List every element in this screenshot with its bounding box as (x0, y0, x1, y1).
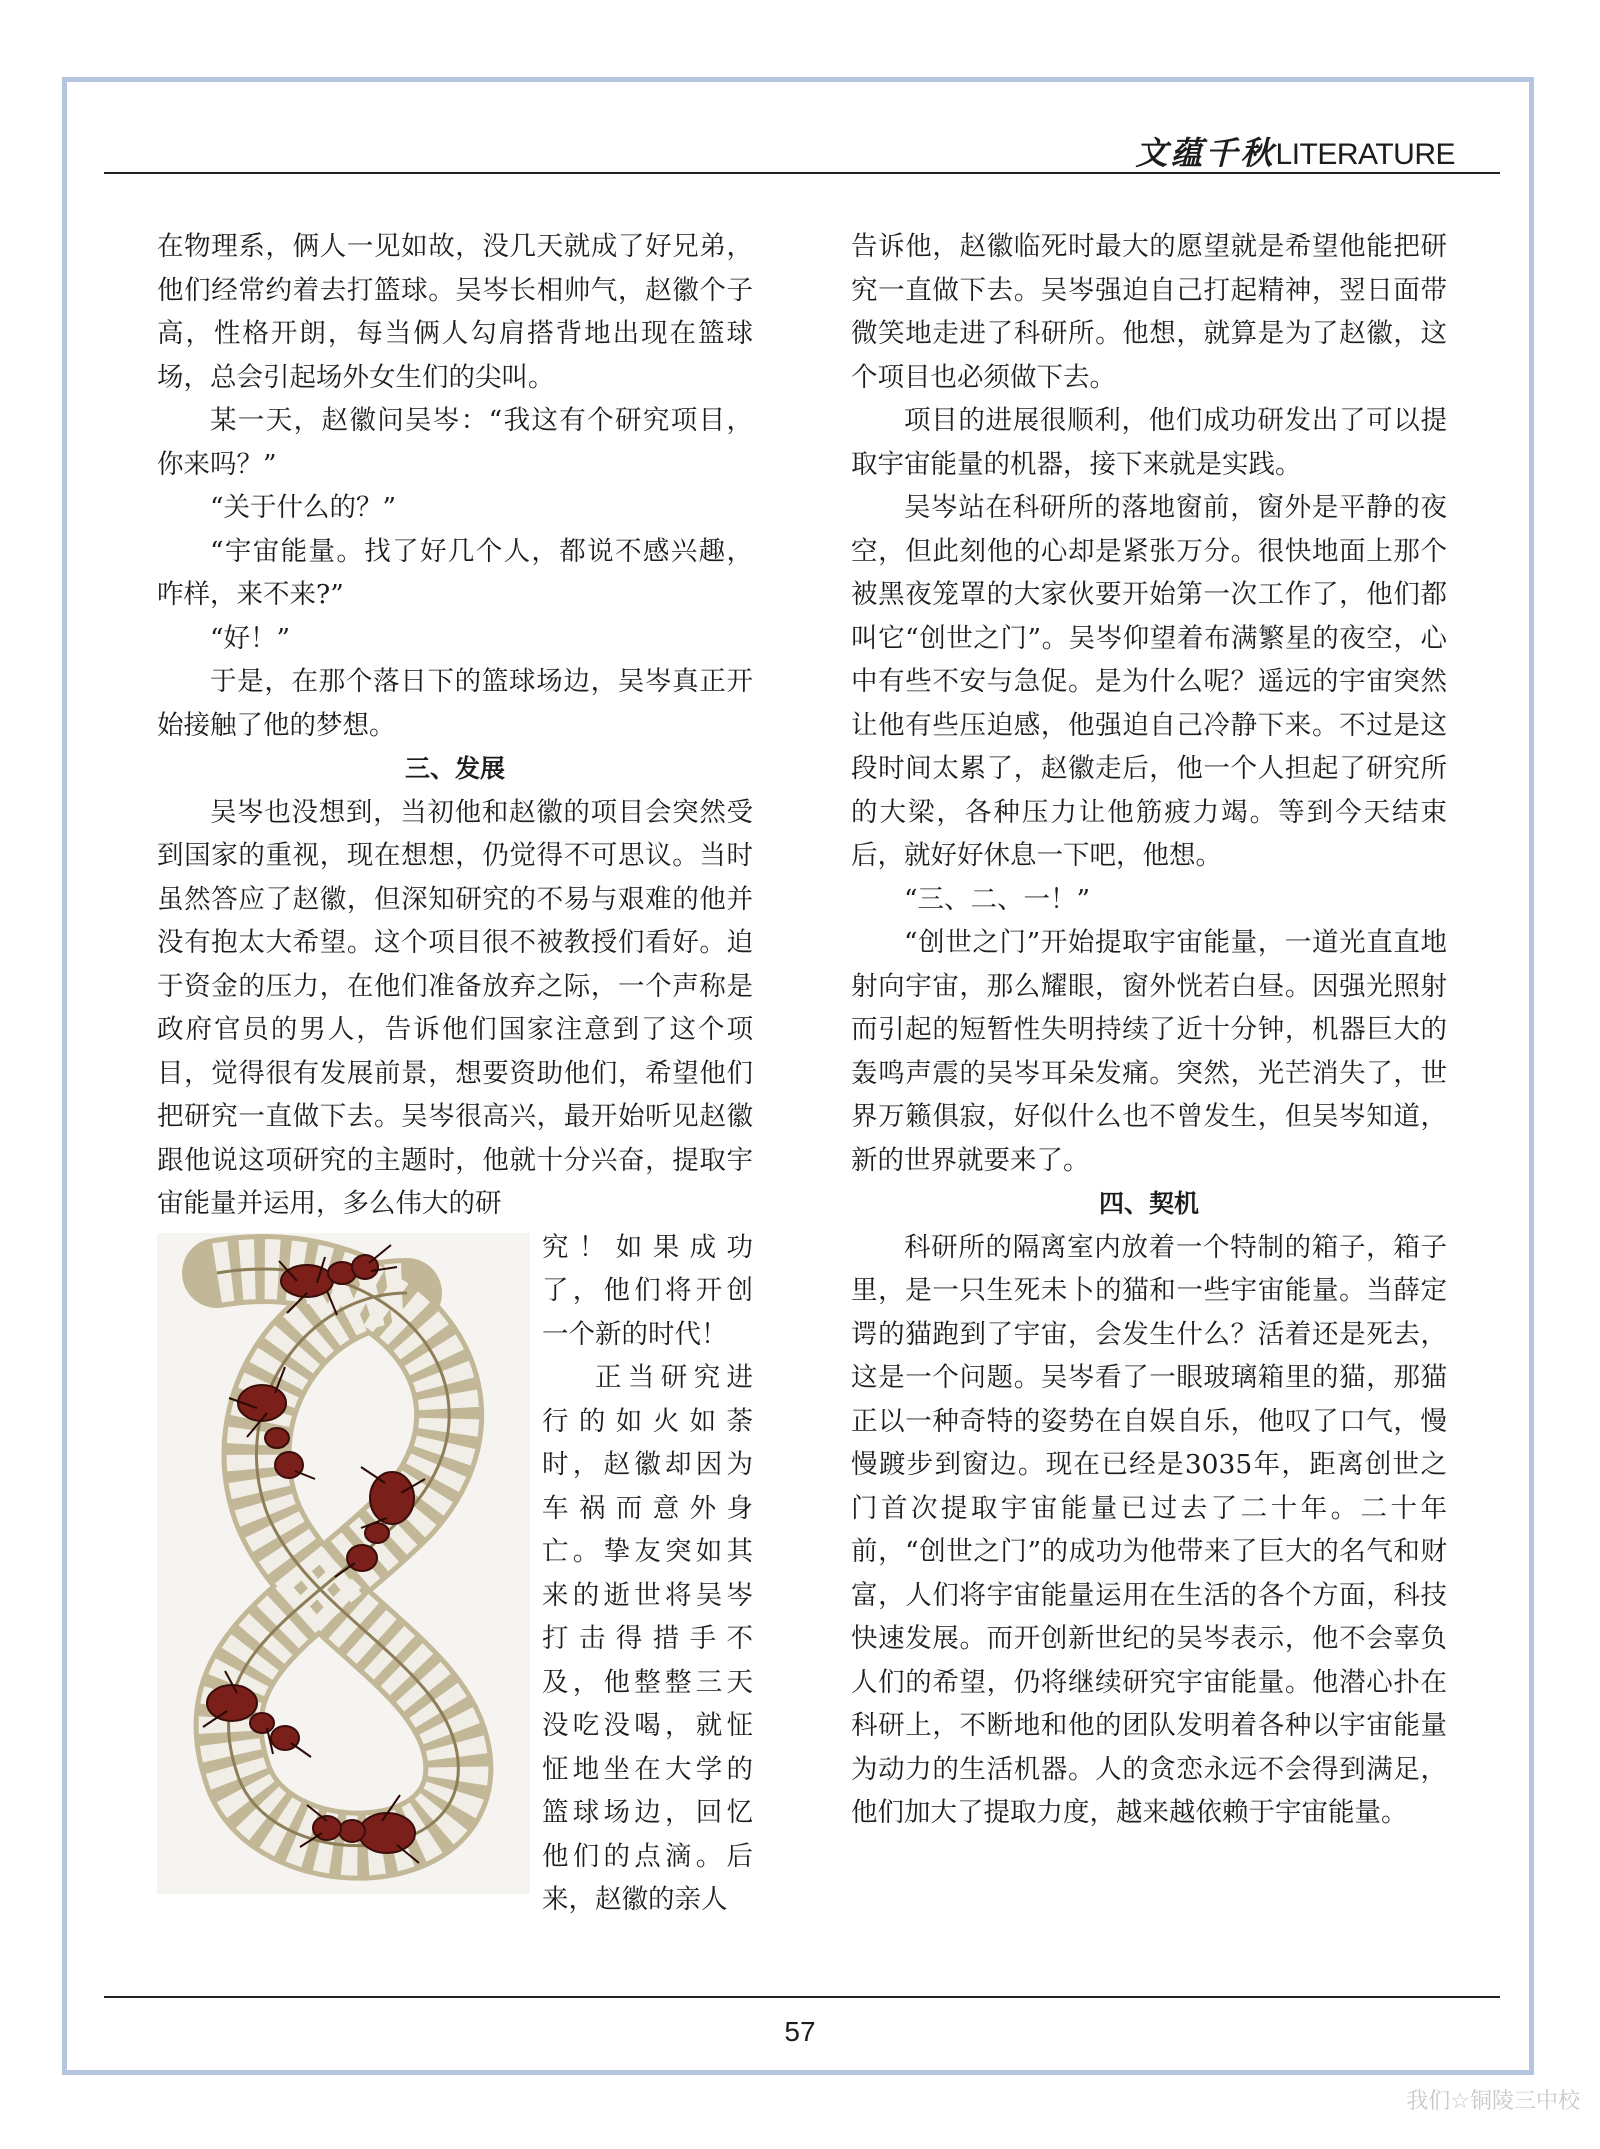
paragraph: 项目的进展很顺利，他们成功研发出了可以提取宇宙能量的机器，接下来就是实践。 (851, 405, 1447, 480)
page-number: 57 (784, 2016, 816, 2047)
paragraph: 吴岑站在科研所的落地窗前，窗外是平静的夜空，但此刻他的心却是紧张万分。很快地面上那个被黑夜笼罩的大家伙要开始第一次工作了，他们都叫它“创世之门”。吴岑仰望着布满繁星的夜空，心中有些不安与急促。是为什么呢？遥远的宇宙突然让他有些压迫感，他强迫自己冷静下来。不过是这段时间太累了，赵徽走后，他一个人担起了研究所的大梁，各种压力让他筋疲力竭。等到今天结束后，就好好休息一下吧，他想。 (851, 492, 1447, 871)
paragraph: “关于什么的？” (210, 492, 397, 523)
section-header (1125, 128, 1455, 178)
paragraph: “好！” (210, 622, 291, 654)
paragraph: 在物理系，俩人一见如故，没几天就成了好兄弟，他们经常约着去打篮球。吴岑长相帅气，赵徽个子高，性格开朗，每当俩人勾肩搭背地出现在篮球场，总会引起场外女生们的尖叫。 (157, 231, 753, 393)
paragraph: “三、二、一！” (904, 883, 1091, 915)
paragraph: 于是，在那个落日下的篮球场边，吴岑真正开始接触了他的梦想。 (157, 666, 753, 741)
header-title-cn: 文蕴千秋 (1135, 134, 1276, 172)
ant-mobius-illustration (157, 1233, 530, 1894)
paragraph: “创世之门”开始提取宇宙能量，一道光直直地射向宇宙，那么耀眼，窗外恍若白昼。因强光照射而引起的短暂性失明持续了近十分钟，机器巨大的轰鸣声震的吴岑耳朵发痛。突然，光芒消失了，世界万籁俱寂，好似什么也不曾发生，但吴岑知道，新的世界就要来了。 (851, 927, 1447, 1176)
section-title: 四、契机 (1098, 1189, 1199, 1218)
right-column (851, 225, 1447, 1835)
footer-rule (104, 1996, 1500, 1998)
paragraph: 科研所的隔离室内放着一个特制的箱子，箱子里，是一只生死未卜的猫和一些宇宙能量。当薛定谔的猫跑到了宇宙，会发生什么？活着还是死去，这是一个问题。吴岑看了一眼玻璃箱里的猫，那猫正以一种奇特的姿势在自娱自乐，他叹了口气，慢慢踱步到窗边。现在已经是3035年，距离创世之门首次提取宇宙能量已过去了二十年。二十年前，“创世之门”的成功为他带来了巨大的名气和财富，人们将宇宙能量运用在生活的各个方面，科技快速发展。而开创新世纪的吴岑表示，他不会辜负人们的希望，仍将继续研究宇宙能量。他潜心扑在科研上，不断地和他的团队发明着各种以宇宙能量为动力的生活机器。人的贪恋永远不会得到满足，他们加大了提取力度，越来越依赖于宇宙能量。 (851, 1231, 1447, 1828)
paragraph: 告诉他，赵徽临死时最大的愿望就是希望他能把研究一直做下去。吴岑强迫自己打起精神，翌日面带微笑地走进了科研所。他想，就算是为了赵徽，这个项目也必须做下去。 (851, 231, 1447, 393)
left-column (157, 225, 753, 1922)
paragraph: 正当研究进行的如火如荼时，赵徽却因为车祸而意外身亡。挚友突如其来的逝世将吴岑打击得措手不及，他整整三天没吃没喝，就怔怔地坐在大学的篮球场边，回忆他们的点滴。后来，赵徽的亲人 (542, 1362, 753, 1915)
paragraph: 究！如果成功了，他们将开创一个新的时代！ (542, 1231, 753, 1350)
section-title: 三、发展 (404, 754, 505, 783)
header-rule (104, 172, 1500, 174)
paragraph: 某一天，赵徽问吴岑：“我这有个研究项目，你来吗？” (157, 405, 753, 480)
header-title-en: LITERATURE (1275, 138, 1455, 171)
paragraph: “宇宙能量。找了好几个人，都说不感兴趣，咋样，来不来?” (157, 535, 753, 610)
watermark: 我们☆铜陵三中校 (1406, 2089, 1580, 2114)
paragraph: 吴岑也没想到，当初他和赵徽的项目会突然受到国家的重视，现在想想，仍觉得不可思议。当时虽然答应了赵徽，但深知研究的不易与艰难的他并没有抱太大希望。这个项目很不被教授们看好。迫于资金的压力，在他们准备放弃之际，一个声称是政府官员的男人，告诉他们国家注意到了这个项目，觉得很有发展前景，想要资助他们，希望他们把研究一直做下去。吴岑很高兴，最开始听见赵徽跟他说这项研究的主题时，他就十分兴奋，提取宇宙能量并运用，多么伟大的研 (157, 796, 753, 1219)
